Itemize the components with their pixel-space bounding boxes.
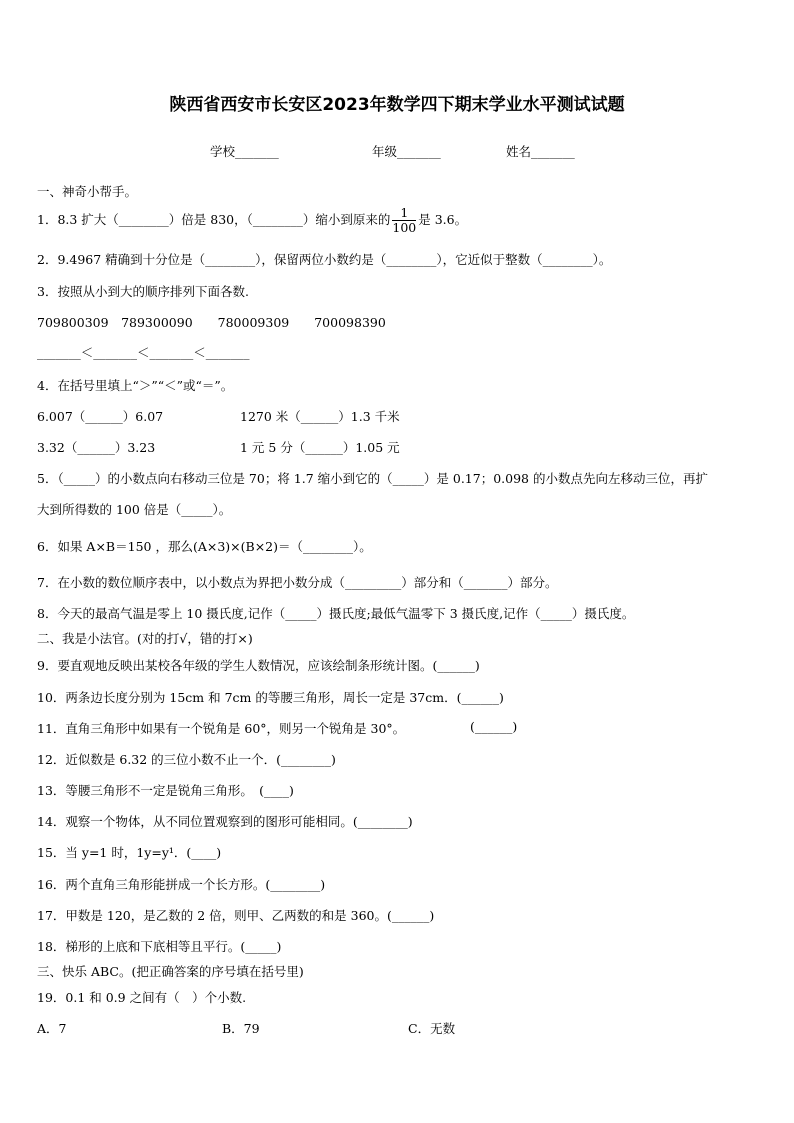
question-3-numbers: 709800309 789300090 780009309 700098390 — [37, 315, 386, 330]
question-19: 19．0.1 和 0.9 之间有（ ）个小数. — [37, 990, 247, 1005]
question-4-item-2: 1270 米（______）1.3 千米 — [240, 409, 400, 424]
question-19-option-c: C．无数 — [408, 1021, 456, 1036]
question-1-text-a: 1．8.3 扩大（________）倍是 830，（________）缩小到原来的 — [37, 212, 391, 227]
question-4-item-3: 3.32（______）3.23 — [37, 440, 156, 455]
question-1 — [37, 206, 467, 235]
question-19-option-b: B．79 — [222, 1021, 260, 1036]
question-5-line-1: 5．（_____）的小数点向右移动三位是 70；将 1.7 缩小到它的（_____）是 0.17；0.098 的小数点先向左移动三位，再扩 — [37, 471, 708, 486]
question-19-option-a: A．7 — [37, 1021, 67, 1036]
question-7: 7．在小数的数位顺序表中，以小数点为界把小数分成（_________）部分和（_______）部分。 — [37, 575, 558, 590]
question-8: 8．今天的最高气温是零上 10 摄氏度,记作（_____）摄氏度;最低气温零下 3 摄氏度,记作（_____）摄氏度。 — [37, 606, 635, 621]
question-1-text-b: 是 3.6。 — [418, 212, 468, 227]
question-14: 14．观察一个物体，从不同位置观察到的图形可能相同。(________) — [37, 814, 413, 829]
question-4: 4．在括号里填上“＞”“＜”或“＝”。 — [37, 378, 234, 393]
school-field: 学校_______ — [210, 144, 279, 159]
question-11-blank: (______) — [470, 719, 518, 734]
question-4-item-4: 1 元 5 分（______）1.05 元 — [240, 440, 400, 455]
fraction — [392, 206, 416, 235]
fraction-denominator: 100 — [392, 220, 417, 235]
name-field: 姓名_______ — [506, 144, 575, 159]
question-11: 11．直角三角形中如果有一个锐角是 60°，则另一个锐角是 30°。 — [37, 721, 406, 736]
question-6: 6．如果 A×B＝150 ，那么(A×3)×(B×2)＝（________）。 — [37, 539, 372, 554]
question-9: 9．要直观地反映出某校各年级的学生人数情况，应该绘制条形统计图。(______) — [37, 658, 480, 673]
question-16: 16．两个直角三角形能拼成一个长方形。(________) — [37, 877, 326, 892]
question-5-line-2: 大到所得数的 100 倍是（_____）。 — [37, 502, 232, 517]
section-1-heading: 一、神奇小帮手。 — [37, 184, 138, 199]
question-4-item-1: 6.007（______）6.07 — [37, 409, 164, 424]
question-10: 10．两条边长度分别为 15cm 和 7cm 的等腰三角形，周长一定是 37cm．(______) — [37, 690, 504, 705]
question-15: 15．当 y=1 时，1y=y¹．(____) — [37, 845, 222, 860]
section-2-heading: 二、我是小法官。(对的打√，错的打×) — [37, 631, 253, 646]
page-title: 陕西省西安市长安区2023年数学四下期末学业水平测试试题 — [169, 95, 625, 115]
question-3-blanks: _______＜_______＜_______＜_______ — [37, 345, 250, 360]
question-17: 17．甲数是 120，是乙数的 2 倍，则甲、乙两数的和是 360。(______) — [37, 908, 435, 923]
question-3: 3．按照从小到大的顺序排列下面各数. — [37, 284, 249, 299]
question-18: 18．梯形的上底和下底相等且平行。(_____) — [37, 939, 282, 954]
grade-field: 年级_______ — [372, 144, 441, 159]
fraction-numerator: 1 — [392, 206, 416, 221]
question-13: 13．等腰三角形不一定是锐角三角形。 (____) — [37, 783, 294, 798]
question-2: 2．9.4967 精确到十分位是（________），保留两位小数约是（________），它近似于整数（________）。 — [37, 252, 612, 267]
question-12: 12．近似数是 6.32 的三位小数不止一个．(________) — [37, 752, 336, 767]
section-3-heading: 三、快乐 ABC。(把正确答案的序号填在括号里) — [37, 964, 304, 979]
